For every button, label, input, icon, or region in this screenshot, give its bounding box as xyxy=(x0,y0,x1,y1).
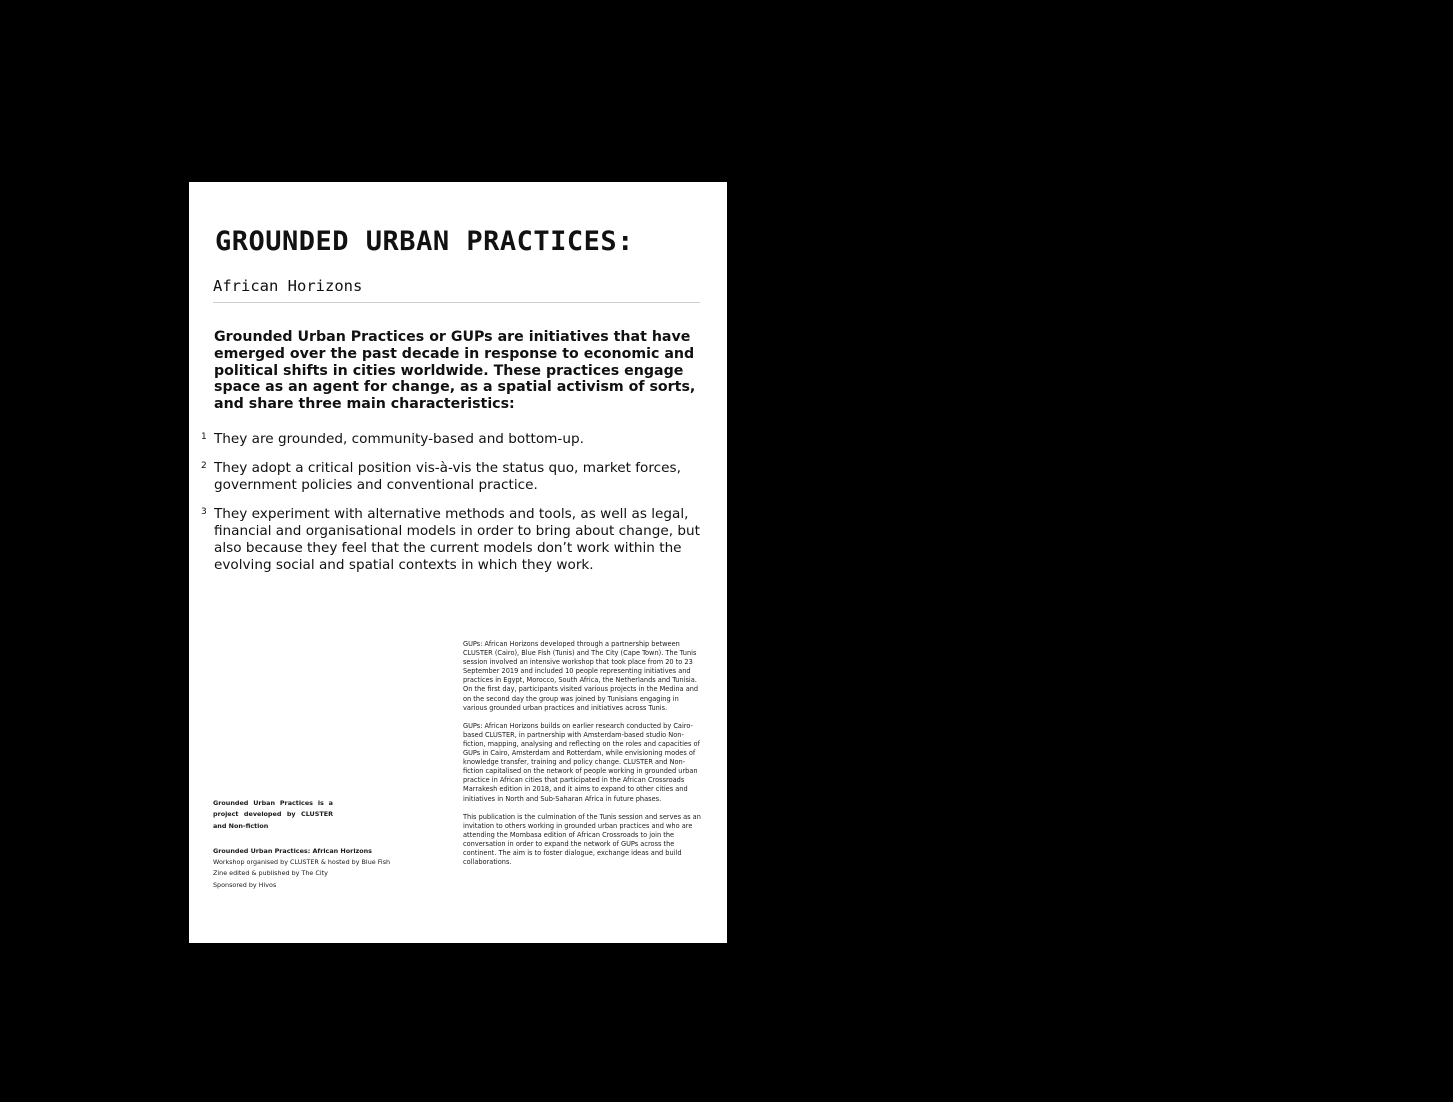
list-item xyxy=(201,431,706,448)
list-item-number: 3 xyxy=(201,507,207,518)
list-item-number: 1 xyxy=(201,432,207,442)
project-note: Grounded Urban Practices is a project developed by CLUSTER and Non-fiction xyxy=(213,799,333,830)
list-item-text: They experiment with alternative methods and tools, as well as legal, financial and organisational models in order to bring about change, but also because they feel that the current models don’t work within the evolving social and spatial contexts in which they work. xyxy=(214,506,700,573)
background-paragraph: This publication is the culmination of the Tunis session and serves as an invitation to others working in grounded urban practices and who are attending the Mombasa edition of African Crossroads to join the conversation in order to expand the network of GUPs across the continent. The aim is to foster dialogue, exchange ideas and build collaborations. xyxy=(463,812,701,867)
list-item xyxy=(201,506,706,573)
list-item-text: They adopt a critical position vis-à-vis the status quo, market forces, government policies and conventional practice. xyxy=(214,460,681,494)
page-subtitle: African Horizons xyxy=(213,277,363,295)
intro-paragraph: Grounded Urban Practices or GUPs are initiatives that have emerged over the past decade in response to economic and political shifts in cities worldwide. These practices engage space as an agent for change, as a spatial activism of sorts, and share three main characteristics: xyxy=(214,329,696,413)
list-item-text: They are grounded, community-based and bottom-up. xyxy=(214,431,584,447)
characteristics-list xyxy=(201,431,706,586)
credits xyxy=(213,846,413,891)
credits-workshop: Workshop organised by CLUSTER & hosted by Blue Fish xyxy=(213,858,391,867)
colophon xyxy=(213,798,413,891)
background-paragraph: GUPs: African Horizons builds on earlier research conducted by Cairo-based CLUSTER, in partnership with Amsterdam-based studio Non-fiction, mapping, analysing and reflecting on the roles and capacities of GUPs in Cairo, Amsterdam and Rotterdam, while envisioning modes of knowledge transfer, training and policy change. CLUSTER and Non-fiction capitalised on the network of people working in grounded urban practice in African cities that participated in the African Crossroads Marrakesh edition in 2018, and it aims to expand to other cities and initiatives in North and Sub-Saharan Africa in future phases. xyxy=(463,721,700,803)
page-title: GROUNDED URBAN PRACTICES: xyxy=(215,226,634,257)
credits-sponsor: Sponsored by Hivos xyxy=(213,880,277,889)
background-paragraph: GUPs: African Horizons developed through a partnership between CLUSTER (Cairo), Blue Fish (Tunis) and The City (Cape Town). The Tunis session involved an intensive workshop that took place from 20 to 23 September 2019 and included 10 people representing initiatives and practices in Egypt, Morocco, South Africa, the Netherlands and Tunisia. On the first day, participants visited various projects in the Medina and on the second day the group was joined by Tunisians engaging in various grounded urban practices and initiatives across Tunis. xyxy=(463,640,699,712)
background-text-column xyxy=(463,640,703,876)
credits-zine: Zine edited & published by The City xyxy=(213,869,328,878)
document-page xyxy=(189,182,727,943)
credits-heading: Grounded Urban Practices: African Horizons xyxy=(213,846,372,855)
title-divider xyxy=(213,302,700,303)
list-item-number: 2 xyxy=(201,461,207,472)
list-item xyxy=(201,460,706,494)
